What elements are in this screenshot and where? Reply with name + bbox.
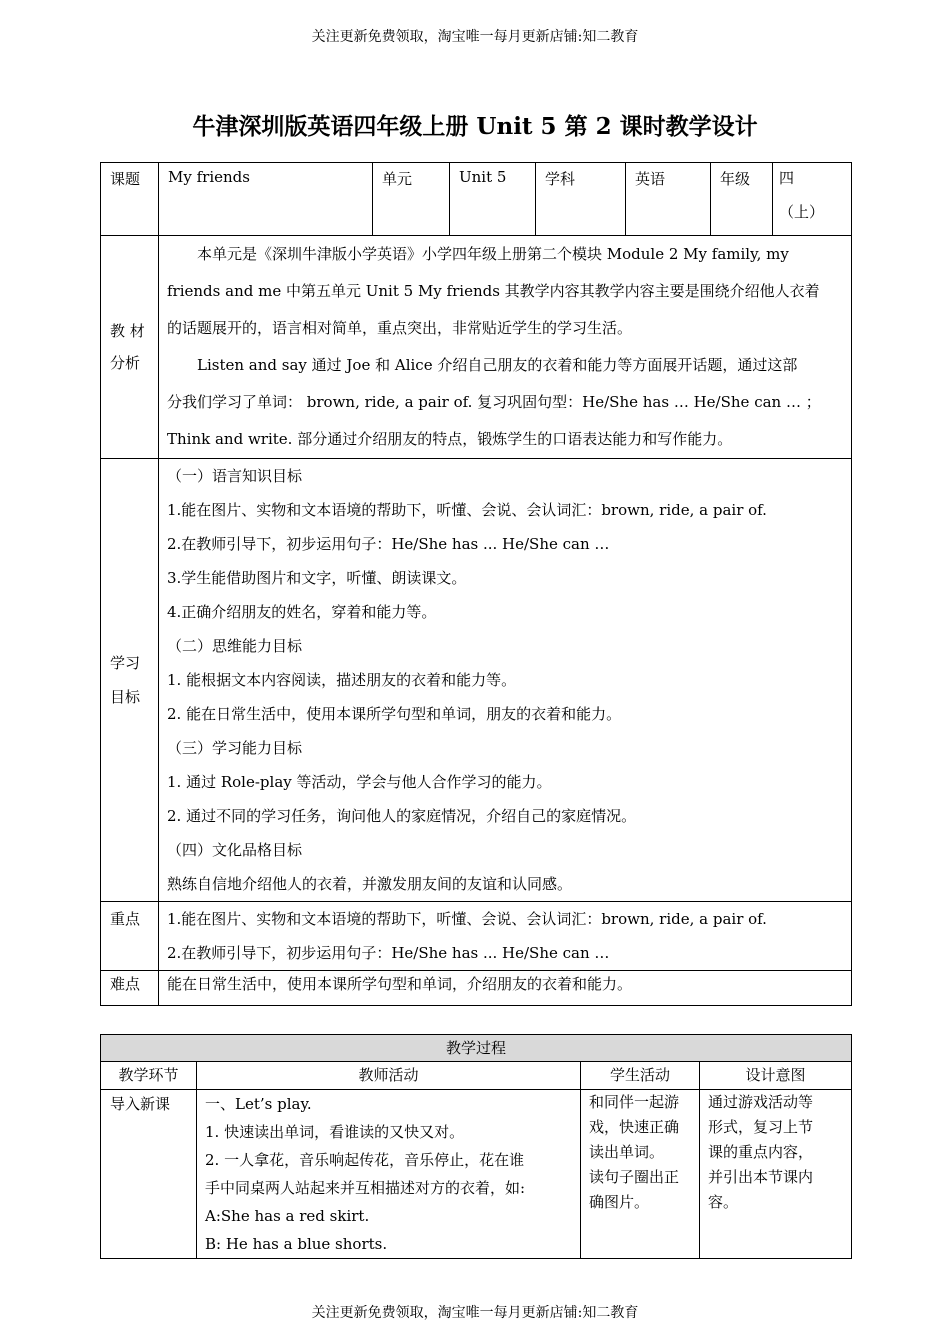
student-line: 戏，快速正确 (589, 1118, 680, 1136)
objectives-content (159, 459, 852, 902)
design-intent-cell (700, 1090, 852, 1259)
objectives-label-2: 目标 (110, 688, 141, 706)
intent-line: 容。 (708, 1193, 739, 1211)
analysis-line: 分我们学习了单词： brown, ride, a pair of. 复习巩固句型：He/She has … He/She can … ； (167, 393, 821, 411)
page-title: 牛津深圳版英语四年级上册 Unit 5 第 2 课时教学设计 (192, 113, 758, 140)
grade-value-line-2: （上） (779, 203, 825, 221)
subject-value: 英语 (626, 163, 711, 236)
process-row (101, 1090, 852, 1259)
objective-line: 1.能在图片、实物和文本语境的帮助下，听懂、会说、会认词汇：brown, ride, a pair of. (167, 501, 767, 519)
teaching-process-table (100, 1034, 852, 1259)
objectives-label (101, 459, 159, 902)
material-analysis-content (159, 236, 852, 459)
intent-line: 通过游戏活动等 (708, 1093, 814, 1111)
col-head-teacher: 教师活动 (197, 1062, 581, 1090)
material-analysis-label (101, 236, 159, 459)
teacher-line: 手中同桌两人站起来并互相描述对方的衣着，如: (205, 1179, 526, 1197)
objective-line: （一）语言知识目标 (167, 467, 303, 485)
teacher-line: 1. 快速读出单词，看谁读的又快又对。 (205, 1123, 465, 1141)
grade-value-line-1: 四 (779, 169, 795, 187)
objective-line: 1. 通过 Role-play 等活动，学会与他人合作学习的能力。 (167, 773, 552, 791)
objective-line: 2.在教师引导下，初步运用句子：He/She has ... He/She can … (167, 535, 610, 553)
key-points-row (101, 902, 852, 971)
unit-value: Unit 5 (450, 163, 536, 236)
key-point-line: 2.在教师引导下，初步运用句子：He/She has ... He/She can … (167, 944, 610, 962)
col-head-student: 学生活动 (581, 1062, 700, 1090)
intent-line: 形式，复习上节 (708, 1118, 814, 1136)
student-line: 读出单词。 (589, 1143, 665, 1161)
student-line: 确图片。 (589, 1193, 650, 1211)
student-activity-cell (581, 1090, 700, 1259)
teacher-line: A:She has a red skirt. (205, 1207, 370, 1225)
header-note: 关注更新免费领取，淘宝唯一每月更新店铺:知二教育 (311, 29, 639, 45)
objective-line: 2. 通过不同的学习任务，询问他人的家庭情况，介绍自己的家庭情况。 (167, 807, 637, 825)
analysis-line: Think and write. 部分通过介绍朋友的特点，锻炼学生的口语表达能力和写作能力。 (167, 430, 733, 448)
difficulties-label-text: 难点 (110, 975, 141, 993)
info-row (101, 163, 852, 236)
process-header-row (101, 1062, 852, 1090)
analysis-line: 的话题展开的，语言相对简单，重点突出，非常贴近学生的学习生活。 (167, 319, 633, 337)
student-line: 和同伴一起游 (589, 1093, 680, 1111)
col-head-stage: 教学环节 (101, 1062, 197, 1090)
key-point-line: 1.能在图片、实物和文本语境的帮助下，听懂、会说、会认词汇：brown, ride, a pair of. (167, 910, 767, 928)
teacher-line: 2. 一人拿花，音乐响起传花，音乐停止，花在谁 (205, 1151, 525, 1169)
analysis-line: Listen and say 通过 Joe 和 Alice 介绍自己朋友的衣着和能力等方面展开话题，通过这部 (197, 356, 798, 374)
stage-text: 导入新课 (110, 1095, 171, 1113)
objective-line: 3.学生能借助图片和文字，听懂、朗读课文。 (167, 569, 467, 587)
difficulties-content (159, 971, 852, 1006)
material-analysis-label-2: 分析 (110, 354, 141, 372)
objective-line: （四）文化品格目标 (167, 841, 303, 859)
process-title-row (101, 1035, 852, 1062)
intent-line: 课的重点内容， (708, 1143, 814, 1161)
objectives-row (101, 459, 852, 902)
analysis-line: friends and me 中第五单元 Unit 5 My friends 其教学内容其教学内容主要是围绕介绍他人衣着 (167, 282, 820, 300)
subject-label: 学科 (536, 163, 626, 236)
student-line: 读句子圈出正 (589, 1168, 680, 1186)
lesson-info-table (100, 162, 852, 1006)
difficulties-label (101, 971, 159, 1006)
difficulties-row (101, 971, 852, 1006)
grade-label: 年级 (711, 163, 773, 236)
key-points-label-text: 重点 (110, 910, 141, 928)
difficulties-text: 能在日常生活中，使用本课所学句型和单词，介绍朋友的衣着和能力。 (167, 975, 633, 993)
intent-line: 并引出本节课内 (708, 1168, 814, 1186)
objectives-label-1: 学习 (110, 654, 141, 672)
col-head-intent: 设计意图 (700, 1062, 852, 1090)
objective-line: 2. 能在日常生活中，使用本课所学句型和单词，朋友的衣着和能力。 (167, 705, 622, 723)
objective-line: 4.正确介绍朋友的姓名，穿着和能力等。 (167, 603, 437, 621)
objective-line: 1. 能根据文本内容阅读，描述朋友的衣着和能力等。 (167, 671, 517, 689)
objective-line: （二）思维能力目标 (167, 637, 303, 655)
grade-value (773, 163, 852, 236)
footer-note: 关注更新免费领取，淘宝唯一每月更新店铺:知二教育 (311, 1305, 639, 1321)
unit-label: 单元 (373, 163, 450, 236)
teacher-line: B: He has a blue shorts. (205, 1235, 388, 1253)
key-points-content (159, 902, 852, 971)
objective-line: （三）学习能力目标 (167, 739, 303, 757)
stage-cell (101, 1090, 197, 1259)
process-title: 教学过程 (101, 1035, 852, 1062)
topic-value: My friends (159, 163, 373, 236)
teacher-activity-cell (197, 1090, 581, 1259)
key-points-label (101, 902, 159, 971)
objective-line: 熟练自信地介绍他人的衣着，并激发朋友间的友谊和认同感。 (167, 875, 573, 893)
material-analysis-row (101, 236, 852, 459)
teacher-line: 一、Let’s play. (205, 1095, 312, 1113)
topic-label: 课题 (101, 163, 159, 236)
material-analysis-label-1: 教 材 (110, 322, 145, 340)
analysis-line: 本单元是《深圳牛津版小学英语》小学四年级上册第二个模块 Module 2 My family, my (197, 245, 789, 263)
